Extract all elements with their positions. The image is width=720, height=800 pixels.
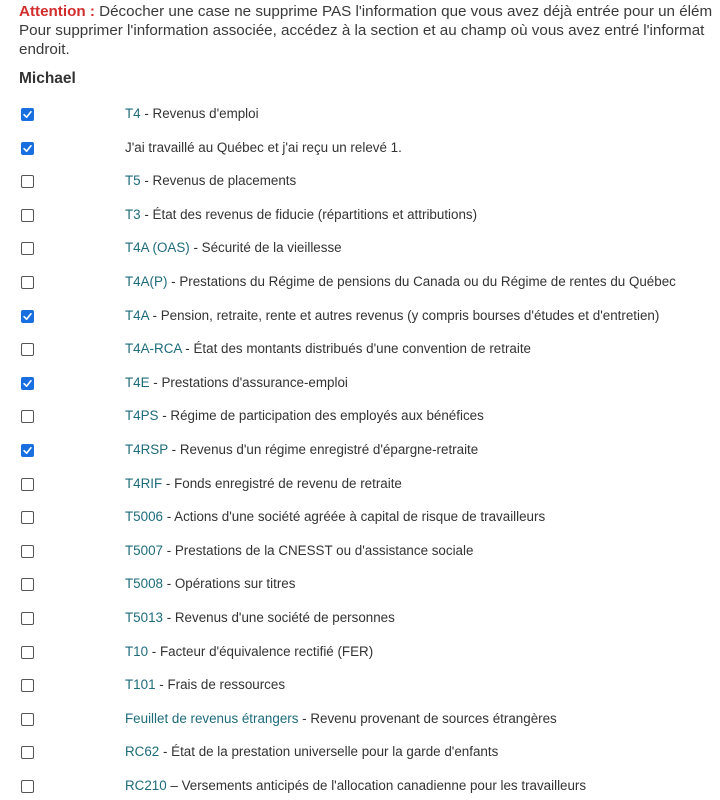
slip-checkbox[interactable] [21, 578, 34, 591]
slip-row [0, 601, 720, 635]
slip-row [0, 702, 720, 736]
slip-description: Revenus de placements [152, 173, 297, 189]
slip-row [0, 534, 720, 568]
slip-code-link[interactable]: T4A-RCA [125, 341, 182, 357]
slip-label [125, 239, 342, 256]
notice-line-2: Pour supprimer l'information associée, accédez à la section et au champ où vous avez entré l'informat [19, 22, 705, 39]
slip-checkbox[interactable] [21, 444, 34, 457]
slip-row [0, 231, 720, 265]
slip-row [0, 467, 720, 501]
slip-description: État des revenus de fiducie (répartitions et attributions) [152, 206, 478, 222]
slip-row [0, 399, 720, 433]
slip-code-link[interactable]: Feuillet de revenus étrangers [125, 710, 299, 726]
slip-code-link[interactable]: T4PS [125, 408, 159, 424]
slip-checkbox[interactable] [21, 646, 34, 659]
slip-description: Prestations du Régime de pensions du Canada ou du Régime de rentes du Québec [179, 273, 676, 289]
slip-description: Versements anticipés de l'allocation canadienne pour les travailleurs [181, 777, 587, 793]
slip-separator: - [162, 609, 175, 625]
notice-line-1 [19, 2, 719, 21]
slip-code-link[interactable]: T101 [125, 677, 156, 693]
slip-code-link[interactable]: T10 [125, 643, 149, 659]
slip-code-link[interactable]: T5008 [125, 576, 163, 592]
slip-checkbox[interactable] [21, 478, 34, 491]
notice-text-1: Décocher une case ne supprime PAS l'information que vous avez déjà entrée pour un élém [94, 3, 713, 20]
slip-checkbox[interactable] [21, 713, 34, 726]
slip-separator: - [158, 408, 171, 424]
slip-code-link[interactable]: RC62 [125, 744, 160, 760]
person-name: Michael [19, 70, 76, 87]
slip-checkbox[interactable] [21, 175, 34, 188]
slip-row [0, 164, 720, 198]
slip-separator: - [140, 106, 153, 121]
slip-label [125, 172, 296, 189]
slip-separator: - [298, 710, 311, 726]
slip-description: Opérations sur titres [174, 576, 296, 592]
slip-code-link[interactable]: T4A [125, 307, 149, 323]
slip-checkbox[interactable] [21, 679, 34, 692]
slip-label [125, 273, 676, 290]
slip-code-link[interactable]: T5 [125, 173, 141, 189]
slip-row [0, 668, 720, 702]
slip-checklist [0, 97, 720, 800]
slip-separator: - [189, 240, 202, 256]
slip-checkbox[interactable] [21, 310, 34, 323]
slip-code-link[interactable]: RC210 [125, 777, 167, 793]
slip-separator: - [159, 744, 172, 760]
slip-description: Sécurité de la vieillesse [201, 240, 342, 256]
slip-label [125, 105, 259, 122]
slip-separator: - [148, 643, 160, 659]
slip-separator: - [149, 374, 162, 390]
slip-label [125, 777, 586, 794]
slip-checkbox[interactable] [21, 545, 34, 558]
slip-label [125, 340, 531, 357]
slip-row [0, 198, 720, 232]
slip-row [0, 735, 720, 769]
slip-description: Régime de participation des employés aux bénéfices [170, 408, 484, 424]
slip-description: Frais de ressources [167, 677, 286, 693]
slip-label [125, 643, 373, 660]
slip-separator: - [155, 677, 168, 693]
slip-separator: - [148, 307, 161, 323]
slip-row [0, 299, 720, 333]
slip-description: État de la prestation universelle pour la garde d'enfants [171, 744, 499, 760]
slip-checkbox[interactable] [21, 511, 34, 524]
slip-separator: - [167, 273, 180, 289]
slip-row [0, 567, 720, 601]
slip-label [125, 307, 659, 324]
slip-separator: - [162, 542, 175, 558]
slip-label [125, 206, 477, 223]
slip-code-link[interactable]: T5007 [125, 542, 163, 558]
slip-description: Actions d'une société agréée à capital de risque de travailleurs [174, 509, 546, 525]
slip-checkbox[interactable] [21, 276, 34, 289]
slip-checkbox[interactable] [21, 343, 34, 356]
slip-row [0, 97, 720, 131]
slip-separator: - [140, 206, 153, 222]
slip-checkbox[interactable] [21, 242, 34, 255]
slip-checkbox[interactable] [21, 746, 34, 759]
slip-label [125, 441, 478, 458]
slip-code-link[interactable]: T4 [125, 106, 141, 121]
slip-checkbox[interactable] [21, 612, 34, 625]
slip-separator: – [166, 777, 182, 793]
slip-label [125, 542, 473, 559]
slip-checkbox[interactable] [21, 209, 34, 222]
slip-row [0, 769, 720, 800]
slip-label [125, 609, 395, 626]
slip-code-link[interactable]: T4E [125, 374, 150, 390]
slip-description: J'ai travaillé au Québec et j'ai reçu un relevé 1. [125, 139, 402, 155]
slip-description: Revenus d'un régime enregistré d'épargne-retraite [179, 441, 479, 457]
checkmark-icon [23, 110, 32, 119]
attention-notice [19, 2, 719, 59]
slip-separator: - [162, 475, 175, 491]
slip-description: Prestations d'assurance-emploi [161, 374, 348, 390]
slip-description: Revenus d'emploi [152, 106, 259, 121]
slip-checkbox[interactable] [21, 377, 34, 390]
slip-label [125, 710, 557, 727]
slip-row [0, 131, 720, 165]
slip-separator: - [162, 576, 175, 592]
slip-row [0, 366, 720, 400]
slip-description: Prestations de la CNESST ou d'assistance sociale [174, 542, 474, 558]
slip-label [125, 407, 484, 424]
slip-label [125, 475, 402, 492]
slip-code-link[interactable]: T4RIF [125, 475, 163, 491]
slip-description: Revenu provenant de sources étrangères [310, 710, 557, 726]
slip-separator: - [140, 173, 153, 189]
slip-description: État des montants distribués d'une convention de retraite [193, 341, 531, 357]
slip-checkbox[interactable] [21, 142, 34, 155]
notice-line-3: endroit. [19, 41, 70, 58]
slip-row [0, 500, 720, 534]
slip-row [0, 635, 720, 669]
slip-checkbox[interactable] [21, 780, 34, 793]
checkmark-icon [23, 144, 32, 153]
attention-label: Attention : [19, 3, 95, 20]
checkmark-icon [23, 446, 32, 455]
checkmark-icon [23, 379, 32, 388]
slip-checkbox[interactable] [21, 108, 34, 121]
slip-code-link[interactable]: T4A (OAS) [125, 240, 190, 256]
slip-label [125, 139, 402, 156]
slip-label [125, 575, 295, 592]
slip-description: Revenus d'une société de personnes [174, 609, 395, 625]
checkmark-icon [23, 312, 32, 321]
slip-description: Pension, retraite, rente et autres revenus (y compris bourses d'études et d'entretien) [160, 307, 660, 323]
slip-code-link[interactable]: T5006 [125, 509, 163, 525]
slip-row [0, 433, 720, 467]
slip-code-link[interactable]: T4RSP [125, 441, 168, 457]
slip-description: Fonds enregistré de revenu de retraite [174, 475, 402, 491]
slip-label [125, 508, 545, 525]
slip-code-link[interactable]: T3 [125, 206, 141, 222]
slip-separator: - [167, 441, 180, 457]
slip-separator: - [181, 341, 194, 357]
slip-description: Facteur d'équivalence rectifié (FER) [159, 643, 374, 659]
slip-separator: - [162, 509, 175, 525]
slip-label [125, 676, 285, 693]
slip-row [0, 265, 720, 299]
slip-code-link[interactable]: T5013 [125, 609, 163, 625]
slip-checkbox[interactable] [21, 410, 34, 423]
slip-row [0, 332, 720, 366]
slip-label [125, 743, 498, 760]
slip-label [125, 374, 348, 391]
slip-code-link[interactable]: T4A(P) [125, 273, 168, 289]
